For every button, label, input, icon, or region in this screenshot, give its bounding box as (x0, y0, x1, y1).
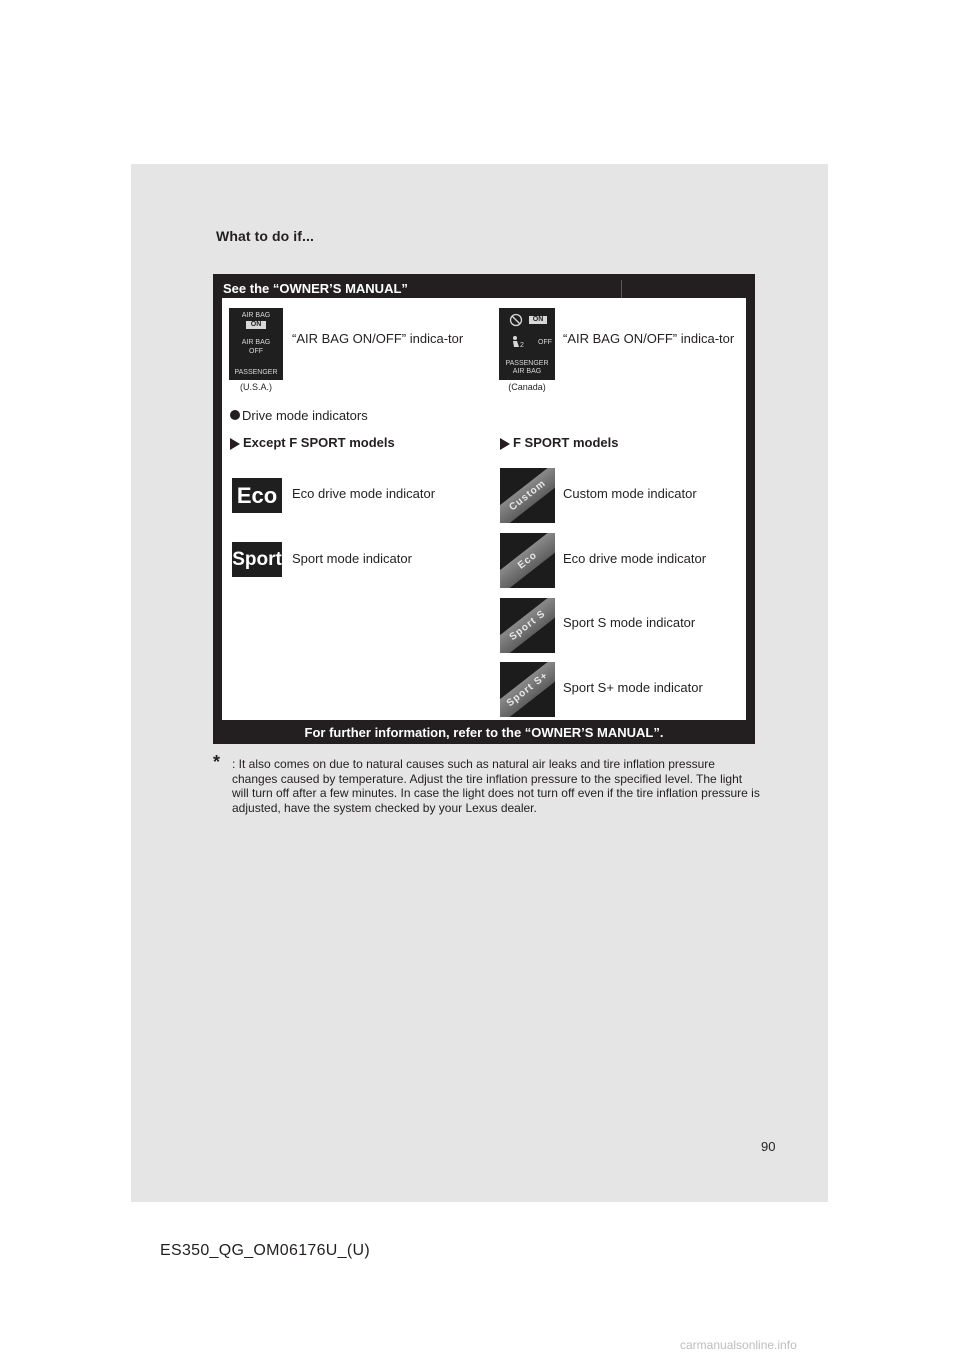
sport-s-mode-icon-text: Sport S (500, 598, 555, 653)
custom-mode-label: Custom mode indicator (563, 486, 697, 501)
eco-mode-label: Eco drive mode indicator (292, 486, 436, 501)
sport-s-mode-icon (500, 598, 555, 653)
airbag-disabled-icon (509, 313, 523, 327)
airbag-usa-icon (229, 308, 283, 380)
airbag-usa-line3: PASSENGER (234, 369, 278, 376)
airbag-canada-label: “AIR BAG ON/OFF” indica-tor (563, 331, 735, 346)
owners-manual-box (213, 274, 755, 744)
airbag-usa-label: “AIR BAG ON/OFF” indica-tor (292, 331, 464, 346)
fsport-eco-mode-icon (500, 533, 555, 588)
custom-mode-icon-text: Custom (500, 468, 555, 523)
eco-mode-icon: Eco (232, 478, 282, 513)
airbag-canada-icon (499, 308, 555, 380)
airbag-canada-off: OFF (538, 339, 552, 346)
box-footer: For further information, refer to the “OWNER’S MANUAL”. (304, 725, 664, 740)
fsport-heading: F SPORT models (513, 435, 619, 450)
except-fsport-heading: Except F SPORT models (243, 435, 395, 450)
sport-s-mode-label: Sport S mode indicator (563, 615, 696, 630)
sport-s-plus-mode-icon-text: Sport S+ (500, 662, 555, 717)
sport-s-plus-mode-label: Sport S+ mode indicator (563, 680, 703, 695)
airbag-usa-line2: AIR BAG (241, 339, 271, 346)
airbag-canada-line2: AIR BAG (512, 368, 542, 375)
drive-mode-heading: Drive mode indicators (242, 408, 368, 423)
airbag-usa-on: ON (246, 321, 266, 329)
sport-mode-icon: Sport (232, 542, 282, 577)
airbag-usa-line1: AIR BAG (241, 312, 271, 319)
airbag-usa-off: OFF (249, 348, 263, 355)
footnote-mark: * (213, 752, 221, 772)
fsport-eco-mode-icon-text: Eco (500, 533, 555, 588)
triangle-icon (230, 438, 240, 450)
watermark: carmanualsonline.info (680, 1338, 797, 1352)
custom-mode-icon (500, 468, 555, 523)
airbag-canada-line1: PASSENGER (505, 360, 549, 367)
page-number: 90 (761, 1139, 776, 1154)
sport-mode-label: Sport mode indicator (292, 551, 412, 566)
bullet-icon (230, 410, 240, 420)
box-content (222, 298, 746, 720)
footnote-text: : It also comes on due to natural causes such as natural air leaks and tire inflation pressure changes caused by temperature. Adjust the tire inflation pressure to the specified level. The light will turn off after a few minutes. In case the light does not turn off even if the tire inflation pressure is adjusted, have the system checked by your Lexus dealer. (232, 757, 760, 815)
section-title: What to do if... (216, 228, 315, 244)
airbag-canada-caption: (Canada) (508, 382, 546, 392)
svg-text:2: 2 (520, 342, 524, 349)
document-code: ES350_QG_OM06176U_(U) (160, 1242, 370, 1259)
airbag-canada-on: ON (529, 316, 547, 324)
triangle-icon (500, 438, 510, 450)
sport-s-plus-mode-icon (500, 662, 555, 717)
box-header: See the “OWNER’S MANUAL” (223, 281, 408, 296)
fsport-eco-mode-label: Eco drive mode indicator (563, 551, 707, 566)
header-divider (621, 280, 622, 298)
airbag-usa-caption: (U.S.A.) (239, 382, 272, 392)
